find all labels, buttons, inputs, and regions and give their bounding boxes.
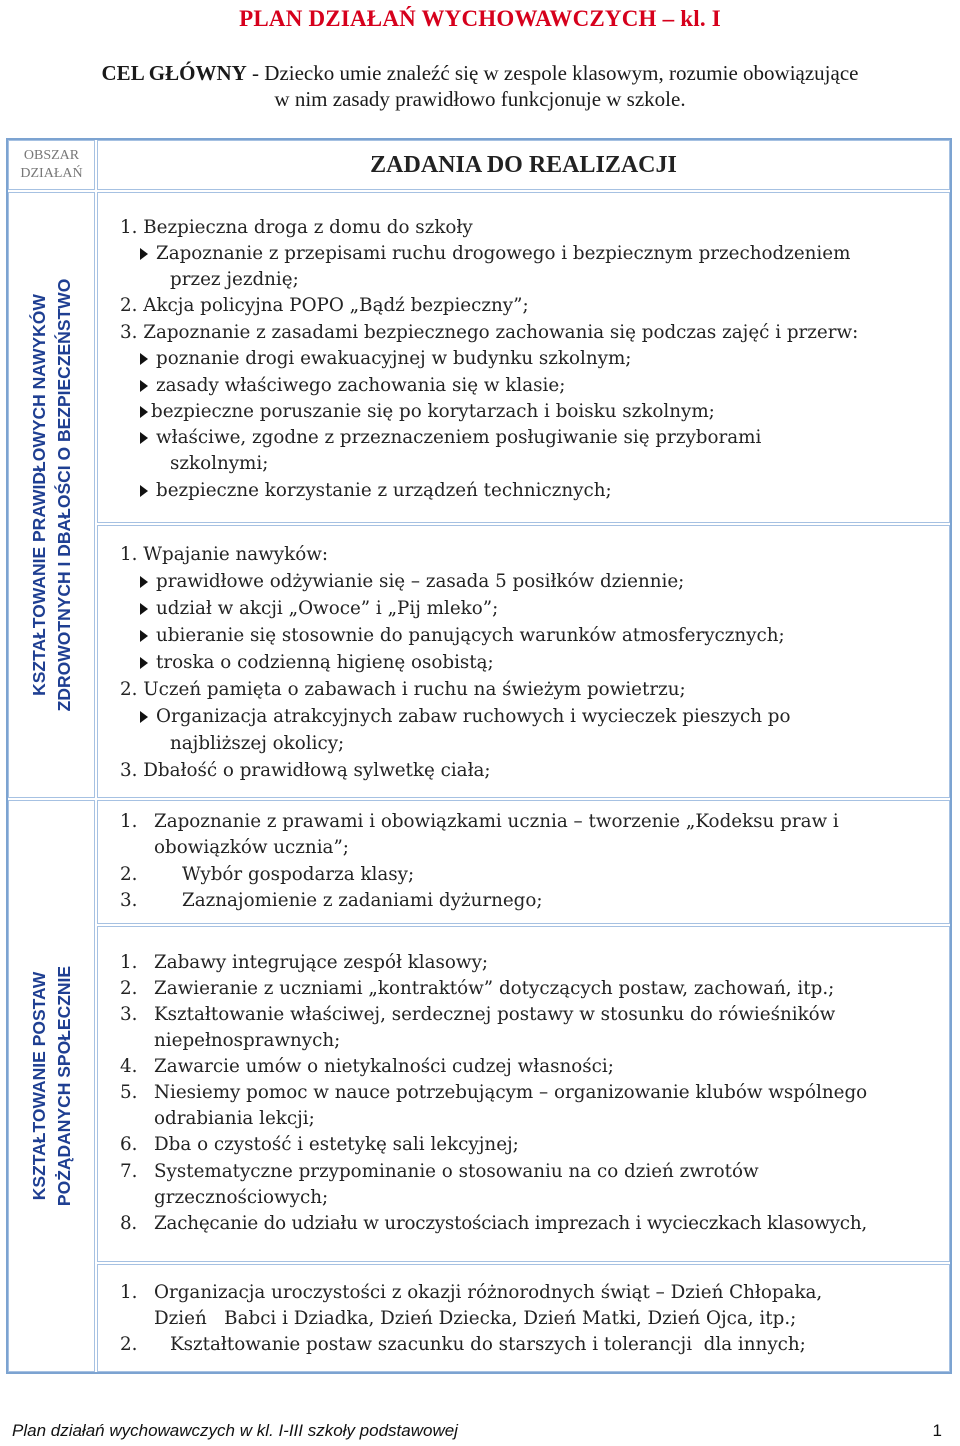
area-health-safety-label bbox=[27, 279, 77, 712]
list-item: przez jezdnię; bbox=[170, 269, 299, 290]
goal-label: CEL GŁÓWNY bbox=[101, 61, 247, 85]
list-item bbox=[140, 425, 761, 451]
area-social-attitudes-line1: KSZTAŁTOWANIE POSTAW bbox=[28, 971, 49, 1201]
list-item: 1. Bezpieczna droga z domu do szkoły bbox=[120, 217, 473, 238]
list-item bbox=[140, 650, 494, 676]
arrow-bullet-icon bbox=[140, 248, 148, 260]
list-item bbox=[120, 950, 488, 976]
list-item bbox=[120, 835, 349, 861]
item-text: Systematyczne przypominanie o stosowaniu na co dzień zwrotów bbox=[154, 1161, 759, 1182]
list-item bbox=[140, 399, 715, 425]
header-tasks-cell bbox=[97, 140, 950, 190]
area-social-attitudes-cell bbox=[8, 800, 95, 1372]
item-text: Kształtowanie właściwej, serdecznej postawy w stosunku do rówieśników bbox=[154, 1004, 836, 1025]
area-health-safety-line1: KSZTAŁTOWANIE PRAWIDŁOWYCH NAWYKÓW bbox=[28, 294, 49, 696]
list-item bbox=[140, 569, 684, 595]
footer-text: Plan działań wychowawczych w kl. I-III szkoły podstawowej bbox=[12, 1421, 458, 1440]
item-text: Zapoznanie z przepisami ruchu drogowego i bezpiecznym przechodzeniem bbox=[156, 243, 851, 264]
item-text: Zabawy integrujące zespół klasowy; bbox=[154, 952, 489, 973]
item-number: 1. bbox=[120, 811, 138, 832]
item-text: Kształtowanie postaw szacunku do starszych i tolerancji dla innych; bbox=[170, 1334, 806, 1355]
area-health-safety-cell bbox=[8, 192, 95, 798]
item-text: Zawieranie z uczniami „kontraktów” dotyczących postaw, zachowań, itp.; bbox=[154, 978, 835, 999]
item-text: zasady właściwego zachowania się w klasie; bbox=[156, 375, 566, 396]
arrow-bullet-icon bbox=[140, 576, 148, 588]
goal-text-line2: w nim zasady prawidłowo funkcjonuje w szkole. bbox=[274, 87, 686, 111]
item-number: 8. bbox=[120, 1213, 138, 1234]
list-item bbox=[120, 1159, 759, 1185]
item-text: troska o codzienną higienę osobistą; bbox=[156, 652, 494, 673]
arrow-bullet-icon bbox=[140, 380, 148, 392]
list-item: szkolnymi; bbox=[170, 453, 269, 474]
item-number: 7. bbox=[120, 1161, 138, 1182]
list-item: 2. Uczeń pamięta o zabawach i ruchu na świeżym powietrzu; bbox=[120, 679, 686, 700]
arrow-bullet-icon bbox=[140, 353, 148, 365]
list-item bbox=[120, 976, 834, 1002]
item-text: Niesiemy pomoc w nauce potrzebującym – organizowanie klubów wspólnego bbox=[154, 1082, 868, 1103]
item-number: 4. bbox=[120, 1056, 138, 1077]
item-text: Dba o czystość i estetykę sali lekcyjnej; bbox=[154, 1134, 519, 1155]
item-number: 6. bbox=[120, 1134, 138, 1155]
list-item bbox=[120, 1306, 796, 1332]
item-text: poznanie drogi ewakuacyjnej w budynku szkolnym; bbox=[156, 348, 632, 369]
arrow-bullet-icon bbox=[140, 406, 148, 418]
list-item bbox=[120, 809, 839, 835]
arrow-bullet-icon bbox=[140, 657, 148, 669]
item-text: Zapoznanie z prawami i obowiązkami ucznia – tworzenie „Kodeksu praw i bbox=[154, 811, 839, 832]
list-item bbox=[140, 596, 498, 622]
page-number: 1 bbox=[932, 1421, 942, 1440]
item-number: 2. bbox=[120, 1334, 138, 1355]
list-item bbox=[120, 888, 543, 914]
tasks-class-rules-cell bbox=[97, 800, 950, 924]
list-item bbox=[120, 1002, 835, 1028]
main-goal bbox=[0, 60, 960, 112]
list-item bbox=[120, 1054, 614, 1080]
header-area-line2: DZIAŁAŃ bbox=[20, 166, 83, 181]
item-text: Organizacja atrakcyjnych zabaw ruchowych i wycieczek pieszych po bbox=[156, 706, 791, 727]
item-text: Zaznajomienie z zadaniami dyżurnego; bbox=[182, 890, 543, 911]
item-text: prawidłowe odżywianie się – zasada 5 posiłków dziennie; bbox=[156, 571, 685, 592]
item-number: 2. bbox=[120, 864, 138, 885]
area-social-attitudes-label bbox=[27, 966, 77, 1206]
list-item: najbliższej okolicy; bbox=[170, 733, 345, 754]
arrow-bullet-icon bbox=[140, 630, 148, 642]
tasks-safety-cell bbox=[97, 192, 950, 523]
item-text: Zachęcanie do udziału w uroczystościach imprezach i wycieczkach klasowych, bbox=[154, 1213, 868, 1234]
item-text: bezpieczne korzystanie z urządzeń technicznych; bbox=[156, 480, 612, 501]
list-item: 3. Zapoznanie z zasadami bezpiecznego zachowania się podczas zajęć i przerw: bbox=[120, 322, 859, 343]
item-text: Dzień Babci i Dziadka, Dzień Dziecka, Dzień Matki, Dzień Ojca, itp.; bbox=[154, 1308, 797, 1329]
list-item bbox=[140, 346, 631, 372]
item-number: 3. bbox=[120, 1004, 138, 1025]
list-item bbox=[140, 373, 565, 399]
list-item: 3. Dbałość o prawidłową sylwetkę ciała; bbox=[120, 760, 491, 781]
tasks-health-cell bbox=[97, 525, 950, 798]
item-text: niepełnosprawnych; bbox=[154, 1030, 341, 1051]
arrow-bullet-icon bbox=[140, 485, 148, 497]
page-footer bbox=[12, 1421, 942, 1441]
page-title: PLAN DZIAŁAŃ WYCHOWAWCZYCH – kl. I bbox=[239, 6, 721, 31]
list-item bbox=[140, 241, 850, 267]
item-text: obowiązków ucznia”; bbox=[154, 837, 349, 858]
list-item: 1. Wpajanie nawyków: bbox=[120, 544, 329, 565]
item-number: 5. bbox=[120, 1082, 138, 1103]
arrow-bullet-icon bbox=[140, 603, 148, 615]
list-item bbox=[120, 1211, 867, 1237]
header-tasks-label: ZADANIA DO REALIZACJI bbox=[370, 151, 677, 178]
list-item bbox=[120, 1106, 315, 1132]
area-social-attitudes-line2: POŻĄDANYCH SPOŁECZNIE bbox=[53, 965, 74, 1207]
item-text: Zawarcie umów o nietykalności cudzej własności; bbox=[154, 1056, 614, 1077]
arrow-bullet-icon bbox=[140, 711, 148, 723]
item-text: bezpieczne poruszanie się po korytarzach i boisku szkolnym; bbox=[151, 401, 715, 422]
tasks-integration-cell bbox=[97, 926, 950, 1262]
list-item bbox=[120, 1185, 328, 1211]
list-item bbox=[140, 704, 791, 730]
list-item bbox=[120, 862, 414, 888]
header-area-line1: OBSZAR bbox=[23, 148, 80, 163]
item-text: Organizacja uroczystości z okazji różnorodnych świąt – Dzień Chłopaka, bbox=[154, 1282, 823, 1303]
item-number: 3. bbox=[120, 890, 138, 911]
list-item bbox=[120, 1028, 340, 1054]
list-item bbox=[120, 1280, 822, 1306]
list-item bbox=[120, 1080, 867, 1106]
item-number: 1. bbox=[120, 1282, 138, 1303]
list-item bbox=[120, 1132, 519, 1158]
list-item bbox=[140, 623, 785, 649]
item-number: 2. bbox=[120, 978, 138, 999]
list-item bbox=[120, 1332, 806, 1358]
list-item bbox=[140, 478, 612, 504]
goal-text-line1: - Dziecko umie znaleźć się w zespole klasowym, rozumie obowiązujące bbox=[246, 61, 859, 85]
list-item: 2. Akcja policyjna POPO „Bądź bezpieczny”; bbox=[120, 295, 529, 316]
item-text: ubieranie się stosownie do panujących warunków atmosferycznych; bbox=[156, 625, 785, 646]
item-text: właściwe, zgodne z przeznaczeniem posługiwanie się przyborami bbox=[156, 427, 762, 448]
item-text: grzecznościowych; bbox=[154, 1187, 329, 1208]
item-text: odrabiania lekcji; bbox=[154, 1108, 315, 1129]
item-text: udział w akcji „Owoce” i „Pij mleko”; bbox=[156, 598, 499, 619]
item-text: Wybór gospodarza klasy; bbox=[182, 864, 415, 885]
item-number: 1. bbox=[120, 952, 138, 973]
header-area-cell bbox=[8, 140, 95, 190]
arrow-bullet-icon bbox=[140, 432, 148, 444]
area-health-safety-line2: ZDROWOTNYCH I DBAŁOŚCI O BEZPIECZEŃSTWO bbox=[53, 278, 74, 712]
tasks-celebrations-cell bbox=[97, 1264, 950, 1372]
